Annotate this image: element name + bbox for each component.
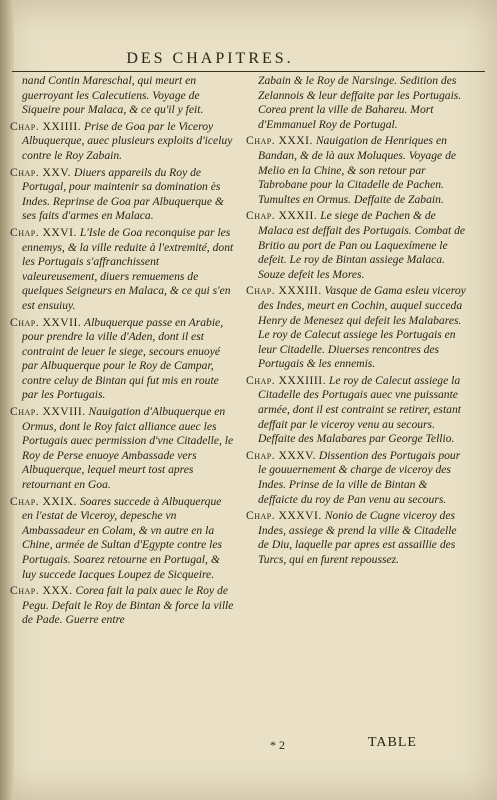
chapter-entry [246,509,470,567]
chapter-entry [246,284,470,372]
chapter-summary: nand Contin Mareschal, qui meurt en guerroyant les Calecutiens. Voyage de Siqueire pour Malaca, & ce qu'il y feit. [22,74,204,117]
chapter-number: Chap. XXVIII. [10,405,86,419]
chapter-number: Chap. XXIIII. [10,119,82,133]
chapter-number: Chap. XXXIII. [246,284,322,298]
chapter-entry [246,449,470,507]
chapter-summary: Albuquerque passe en Arabie, pour prendre la ville d'Aden, dont il est contraint de leuer le siege, secours enuoyé par Albuquerque pour le Roy de Campar, contre celuy de Bintan qui fut mis en route par les Portugais. [22,315,224,402]
chapter-number: Chap. XXV. [10,165,72,179]
chapter-summary: Dissention des Portugais pour le gouuernement & charge de viceroy des Indes. Prinse de la ville de Bintan & deffaicte du roy de Pan venu au secours. [258,448,461,506]
chapter-entry [10,166,234,224]
head-rule [12,71,485,72]
chapter-number: Chap. XXXIIII. [246,373,326,387]
chapter-entry [246,374,470,447]
chapter-summary: Corea fait la paix auec le Roy de Pegu. Defait le Roy de Bintan & force la ville de Pade. Guerre entre [22,584,234,627]
chapter-entry [10,495,234,583]
chapter-entry [10,120,234,164]
chapter-summary: Zabain & le Roy de Narsinge. Sedition des Zelannois & leur deffaite par les Portugais. Corea prent la ville de Bahareu. Mort d'Emmanuel Roy de Portugal. [258,74,462,131]
chapter-number: Chap. XXXI. [246,134,313,148]
chapter-number: Chap. XXXII. [246,209,318,223]
running-head: DES CHAPITRES. [126,50,294,67]
catchword: TABLE [368,735,417,750]
chapter-summary: Le siege de Pachen & de Malaca est deffait des Portugais. Combat de Britio au port de Pan ou Laquexímene le defeit. Le roy de Bintan assiege Malaca. Souze defeit les Mores. [258,209,466,281]
chapter-summary: Nauigation de Henriques en Bandan, & de là aux Moluques. Voyage de Melio en la Chine, & son retour par Tabrobane pour la Citadelle de Pachen. Tumultes en Ormus. Deffaite de Zabain. [258,134,457,206]
chapter-number: Chap. XXVII. [10,315,82,329]
chapter-number: Chap. XXXVI. [246,509,322,523]
chapter-entry [10,316,234,404]
chapter-entry [10,74,234,118]
chapter-number: Chap. XXVI. [10,225,77,239]
chapter-summary: Prise de Goa par le Viceroy Albuquerque, auec plusieurs exploits d'iceluy contre le Roy Zabain. [22,119,233,162]
chapter-entry [246,74,470,132]
chapter-summary: Vasque de Gama esleu viceroy des Indes, meurt en Cochin, auquel succeda Henry de Menesez qui defeit les Malabares. Le roy de Calecut assiege les Portugais en leur Citadelle. Diuerses rencontres des Portugais & les ennemis. [258,284,466,371]
right-column [246,74,470,570]
chapter-number: Chap. XXIX. [10,494,77,508]
chapter-number: Chap. XXX. [10,584,73,598]
chapter-entry [246,134,470,207]
chapter-entry [10,405,234,493]
chapter-entry [10,226,234,314]
chapter-entry [246,209,470,282]
signature-mark: * 2 [270,738,285,752]
chapter-summary: L'Isle de Goa reconquise par les ennemys, & la ville reduite à l'extremité, dont les Portugais s'affranchissent valeureusement, diuers remuemens de quelques Seigneurs en Malaca, & ce qui s'en est ensuiuy. [22,225,234,312]
left-column [10,74,234,630]
chapter-summary: Diuers appareils du Roy de Portugal, pour maintenir sa domination ès Indes. Reprinse de Goa par Albuquerque & ses faits d'armes en Malaca. [22,165,224,223]
chapter-number: Chap. XXXV. [246,448,316,462]
chapter-summary: Le roy de Calecut assiege la Citadelle des Portugais auec vne puissante armée, dont il est contraint se retirer, estant deffait par le viceroy venu au secours. Deffaite des Malabares par George Tellio. [258,373,461,446]
chapter-summary: Nonio de Cugne viceroy des Indes, assiege & prend la ville & Citadelle de Diu, laquelle par apres est assaillie des Turcs, qui en furent repoussez. [258,509,457,566]
chapter-summary: Soares succede à Albuquerque en l'estat de Viceroy, depesche vn Ambassadeur en Colam, & vn autre en la Chine, armée de Sultan d'Egypte contre les Portugais. Soarez retourne en Portugal, & luy succede Iacques Loupez de Sicqueire. [22,494,223,581]
chapter-summary: Nauigation d'Albuquerque en Ormus, dont le Roy faict alliance auec les Portugais auec permission d'vne Citadelle, le Roy de Perse enuoye Ambassade vers Albuquerque, lequel meurt tost apres retournant en Goa. [22,405,234,492]
chapter-entry [10,584,234,628]
